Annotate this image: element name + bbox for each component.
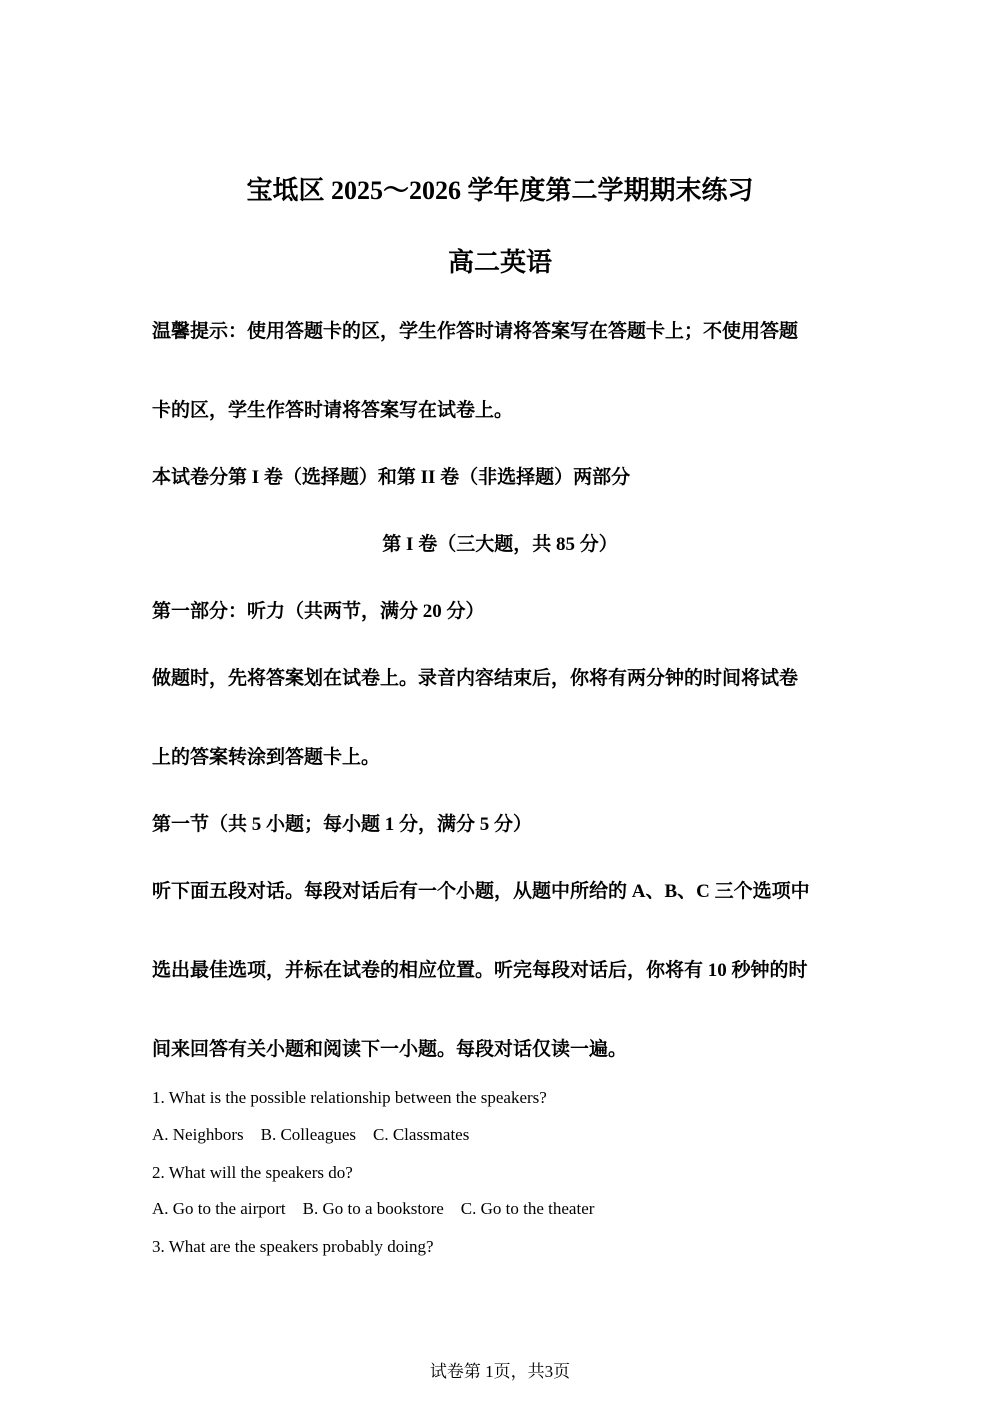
question-2-stem: 2. What will the speakers do? bbox=[152, 1163, 353, 1182]
question-1-option-b: B. Colleagues bbox=[260, 1125, 356, 1144]
exam-title: 宝坻区 2025～2026 学年度第二学期期末练习 bbox=[246, 176, 754, 205]
question-3-stem: 3. What are the speakers probably doing? bbox=[152, 1237, 434, 1256]
paper-intro: 本试卷分第 I 卷（选择题）和第 II 卷（非选择题）两部分 bbox=[152, 467, 631, 488]
question-1-options bbox=[152, 1125, 850, 1145]
volume-1-heading: 第 I 卷（三大题，共 85 分） bbox=[382, 534, 618, 555]
question-2-option-a: A. Go to the airport bbox=[152, 1199, 286, 1218]
notice-line-2: 卡的区，学生作答时请将答案写在试卷上。 bbox=[152, 400, 514, 421]
part-1-instruction-line-2: 上的答案转涂到答题卡上。 bbox=[152, 747, 381, 768]
notice-line-1: 温馨提示：使用答题卡的区，学生作答时请将答案写在答题卡上；不使用答题 bbox=[152, 321, 799, 342]
question-1-stem: 1. What is the possible relationship between the speakers? bbox=[152, 1088, 547, 1107]
question-2-options bbox=[152, 1199, 850, 1219]
part-1-instruction-line-1: 做题时，先将答案划在试卷上。录音内容结束后，你将有两分钟的时间将试卷 bbox=[152, 668, 799, 689]
section-1-instruction-line-3: 间来回答有关小题和阅读下一小题。每段对话仅读一遍。 bbox=[152, 1039, 628, 1060]
subject-title: 高二英语 bbox=[447, 248, 552, 277]
page-footer: 试卷第 1页，共3页 bbox=[429, 1362, 571, 1381]
question-1-option-a: A. Neighbors bbox=[152, 1125, 244, 1144]
part-1-heading: 第一部分：听力（共两节，满分 20 分） bbox=[152, 601, 485, 622]
section-1-heading: 第一节（共 5 小题；每小题 1 分，满分 5 分） bbox=[152, 814, 533, 835]
question-1-option-c: C. Classmates bbox=[373, 1125, 470, 1144]
section-1-instruction-line-2: 选出最佳选项，并标在试卷的相应位置。听完每段对话后，你将有 10 秒钟的时 bbox=[152, 960, 808, 981]
question-2-option-c: C. Go to the theater bbox=[460, 1199, 595, 1218]
section-1-instruction-line-1: 听下面五段对话。每段对话后有一个小题，从题中所给的 A、B、C 三个选项中 bbox=[152, 881, 810, 902]
question-2-option-b: B. Go to a bookstore bbox=[302, 1199, 444, 1218]
